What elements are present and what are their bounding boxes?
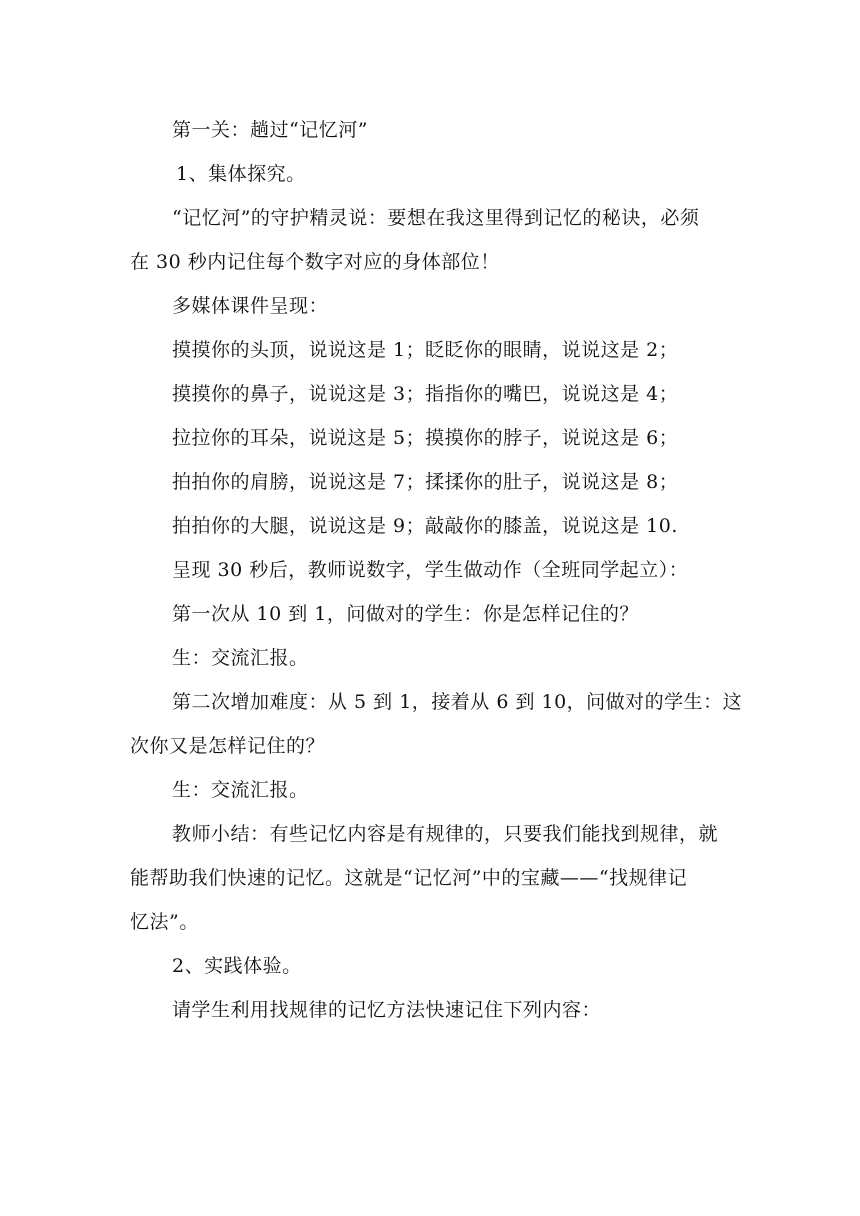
paragraph-line: 请学生利用找规律的记忆方法快速记住下列内容： [172,999,602,1021]
paragraph-line: 生：交流汇报。 [172,779,309,801]
subheading-collective-exploration: 1、集体探究。 [176,163,306,185]
paragraph-line: 在 30 秒内记住每个数字对应的身体部位！ [130,251,500,273]
paragraph-line: 呈现 30 秒后，教师说数字，学生做动作（全班同学起立）： [172,559,689,581]
paragraph-line: 能帮助我们快速的记忆。这就是“记忆河”中的宝藏——“找规律记 [130,867,688,889]
section-heading: 第一关：趟过“记忆河” [172,119,368,141]
paragraph-line: 生：交流汇报。 [172,647,309,669]
paragraph-line: 忆法”。 [130,911,199,933]
paragraph-line: 多媒体课件呈现： [172,295,329,317]
paragraph-line: 拉拉你的耳朵，说说这是 5；摸摸你的脖子，说说这是 6； [172,427,679,449]
paragraph-line: 摸摸你的头顶，说说这是 1；眨眨你的眼睛，说说这是 2； [172,339,679,361]
paragraph-line: 次你又是怎样记住的？ [130,735,326,757]
subheading-practice-experience: 2、实践体验。 [172,955,302,977]
paragraph-line: 拍拍你的肩膀，说说这是 7；揉揉你的肚子，说说这是 8； [172,471,679,493]
paragraph-line: 教师小结：有些记忆内容是有规律的，只要我们能找到规律，就 [172,823,719,845]
paragraph-line: 拍拍你的大腿，说说这是 9；敲敲你的膝盖，说说这是 10. [172,515,678,537]
paragraph-line: “记忆河”的守护精灵说：要想在我这里得到记忆的秘诀，必须 [172,207,700,229]
paragraph-line: 第二次增加难度：从 5 到 1，接着从 6 到 10，问做对的学生：这 [172,691,743,713]
paragraph-line: 第一次从 10 到 1，问做对的学生：你是怎样记住的？ [172,603,639,625]
paragraph-line: 摸摸你的鼻子，说说这是 3；指指你的嘴巴，说说这是 4； [172,383,679,405]
